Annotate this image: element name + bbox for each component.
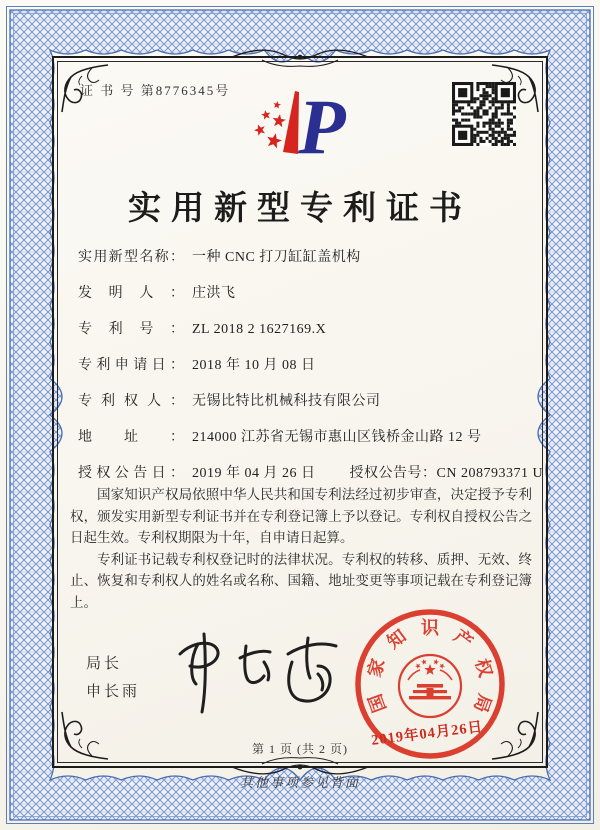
- field-row: [78, 354, 544, 377]
- field-value: 庄洪飞: [192, 286, 236, 301]
- svg-text:知: 知: [383, 625, 410, 653]
- field-value: 无锡比特比机械科技有限公司: [192, 394, 381, 409]
- grant-row: [78, 462, 544, 485]
- legal-paragraph: 专利证书记载专利权登记时的法律状况。专利权的转移、质押、无效、终止、恢复和专利权人的姓名或名称、国籍、地址变更等事项记载在专利登记簿上。: [70, 551, 532, 610]
- field-value: 214000 江苏省无锡市惠山区钱桥金山路 12 号: [192, 430, 482, 445]
- svg-text:权: 权: [471, 656, 496, 680]
- grant-date-label: 授权公告日：: [78, 466, 184, 481]
- qr-code: [452, 82, 516, 146]
- legal-text: [70, 484, 532, 613]
- legal-paragraph: 国家知识产权局依照中华人民共和国专利法经过初步审查，决定授予专利权，颁发实用新型专利证书并在专利登记簿上予以登记。专利权自授权公告之日起生效。专利权期限为十年，自申请日起算。: [70, 487, 532, 545]
- grant-no-label: 授权公告号：: [349, 466, 437, 481]
- svg-text:产: 产: [450, 625, 477, 653]
- field-label: 地址：: [78, 430, 184, 445]
- field-label: 专利权人：: [78, 394, 184, 409]
- svg-text:国: 国: [364, 691, 390, 716]
- certificate-number: 证 书 号 第8776345号: [80, 83, 231, 98]
- field-value: 一种 CNC 打刀缸缸盖机构: [192, 250, 361, 265]
- grant-no-value: CN 208793371 U: [436, 466, 544, 481]
- director-name: 申长雨: [86, 684, 141, 700]
- cnipa-logo-icon: [222, 70, 382, 172]
- certificate-title: 实用新型专利证书: [128, 191, 472, 227]
- svg-text:局: 局: [470, 691, 496, 716]
- field-row: [78, 318, 544, 341]
- svg-text:识: 识: [421, 618, 439, 638]
- seal-date: 2019年04月26日: [370, 719, 484, 749]
- national-emblem-icon: [399, 655, 461, 717]
- signature-handwriting-icon: [160, 628, 350, 718]
- field-label: 专利申请日：: [78, 358, 184, 373]
- back-note: 其他事项参见背面: [239, 775, 360, 790]
- field-row: [78, 246, 544, 269]
- field-label: 实用新型名称：: [78, 250, 184, 265]
- field-label: 专利号：: [78, 322, 184, 337]
- logo-wedge: [283, 91, 299, 154]
- field-row: [78, 390, 544, 413]
- field-row: [78, 282, 544, 305]
- field-label: 发明人：: [78, 286, 184, 301]
- svg-text:家: 家: [364, 656, 389, 680]
- field-value: 2018 年 10 月 08 日: [192, 358, 316, 373]
- page-indicator: 第 1 页 (共 2 页): [252, 742, 348, 756]
- field-row: [78, 426, 544, 449]
- director-title: 局长: [86, 656, 123, 672]
- field-value: ZL 2018 2 1627169.X: [192, 322, 327, 337]
- logo-monogram: P: [298, 83, 346, 170]
- grant-date-value: 2019 年 04 月 26 日: [192, 466, 316, 481]
- field-list: [78, 246, 544, 498]
